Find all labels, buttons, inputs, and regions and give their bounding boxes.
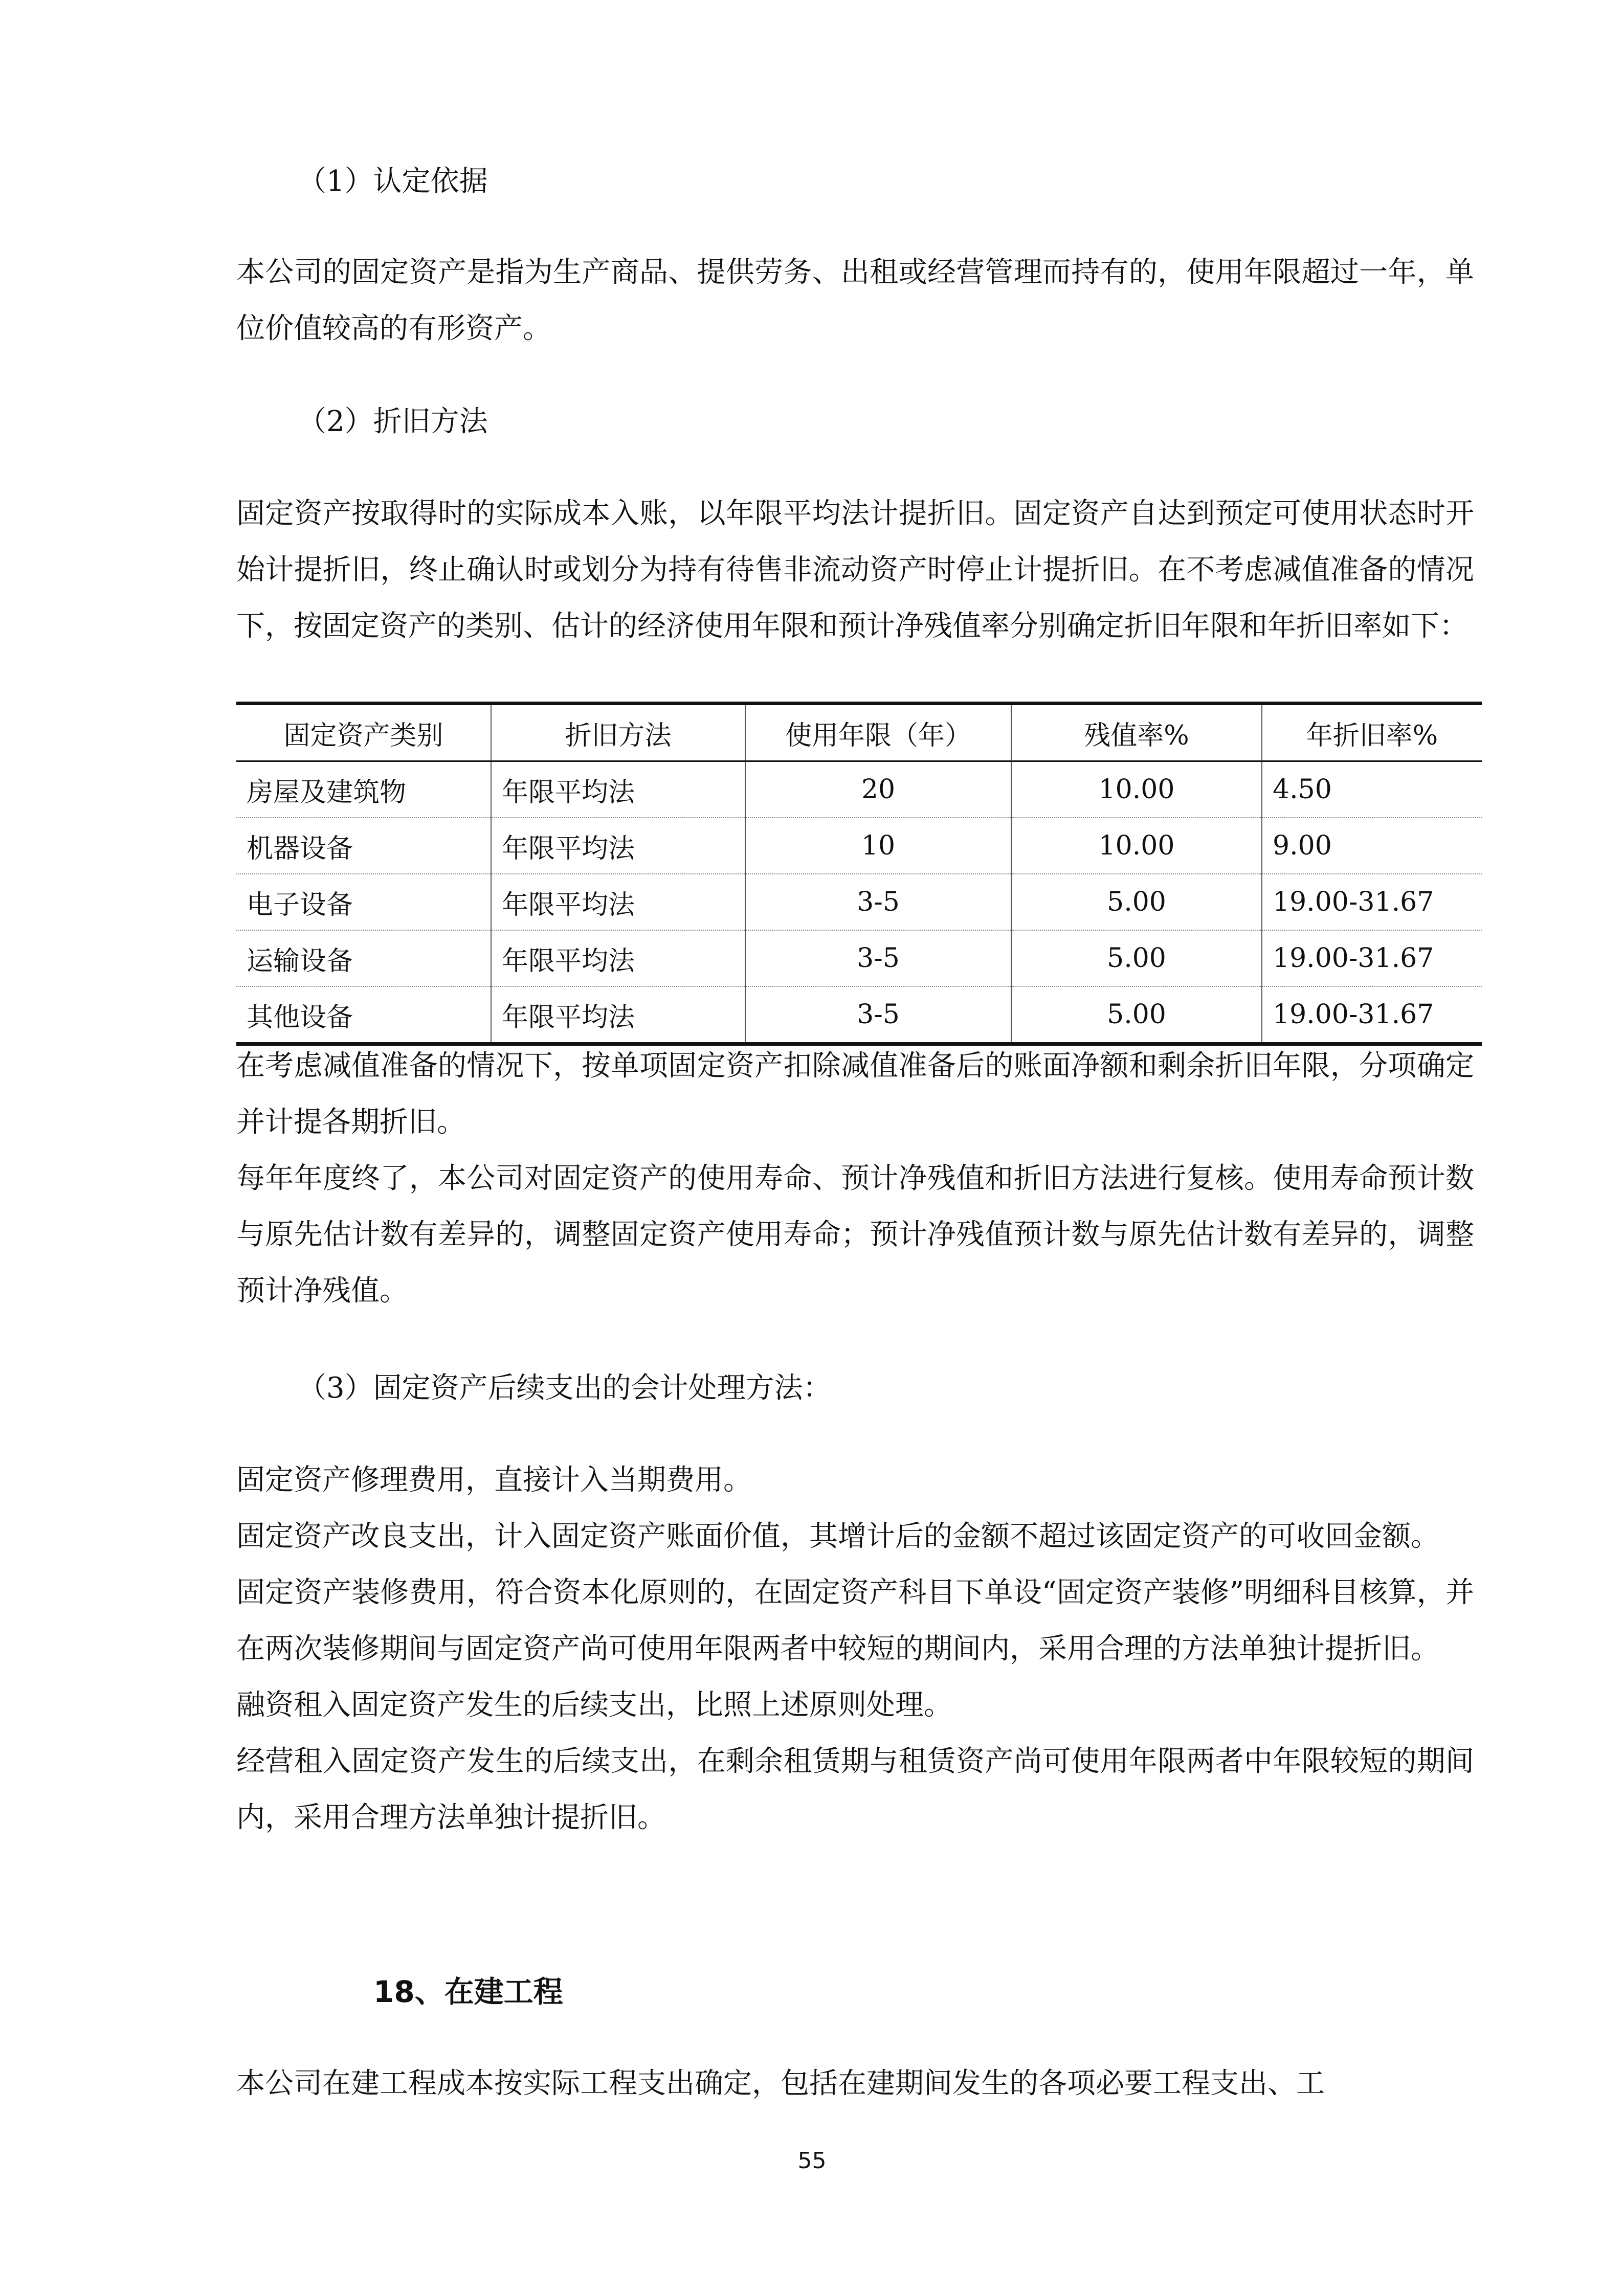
cell-method: 年限平均法 xyxy=(491,986,745,1044)
cell-method: 年限平均法 xyxy=(491,818,745,874)
table-row xyxy=(236,761,1482,818)
cell-residual-rate: 10.00 xyxy=(1011,761,1262,818)
header-category: 固定资产类别 xyxy=(236,704,491,761)
header-residual-rate: 残值率% xyxy=(1011,704,1262,761)
repair-text: 固定资产修理费用，直接计入当期费用。 xyxy=(236,1464,752,1497)
renovation-text: 固定资产装修费用，符合资本化原则的，在固定资产科目下单设“固定资产装修”明细科目核算，并在两次装修期间与固定资产尚可使用年限两者中较短的期间内，采用合理的方法单独计提折旧。 xyxy=(236,1576,1474,1665)
cell-useful-life: 10 xyxy=(745,818,1011,874)
header-useful-life: 使用年限（年） xyxy=(745,704,1011,761)
cell-useful-life: 3-5 xyxy=(745,874,1011,930)
cell-residual-rate: 10.00 xyxy=(1011,818,1262,874)
cell-residual-rate: 5.00 xyxy=(1011,986,1262,1044)
table-row xyxy=(236,986,1482,1044)
cell-useful-life: 20 xyxy=(745,761,1011,818)
improvement-text: 固定资产改良支出，计入固定资产账面价值，其增计后的金额不超过该固定资产的可收回金额。 xyxy=(236,1520,1439,1553)
cell-residual-rate: 5.00 xyxy=(1011,874,1262,930)
annual-review-text: 每年年度终了，本公司对固定资产的使用寿命、预计净残值和折旧方法进行复核。使用寿命预计数与原先估计数有差异的，调整固定资产使用寿命；预计净残值预计数与原先估计数有差异的，调整预计净残值。 xyxy=(236,1162,1474,1308)
subsequent-heading: （3）固定资产后续支出的会计处理方法： xyxy=(298,1371,832,1405)
cip-paragraph xyxy=(236,2056,1474,2112)
cip-text: 本公司在建工程成本按实际工程支出确定，包括在建期间发生的各项必要工程支出、工 xyxy=(236,2067,1325,2100)
basis-heading: （1）认定依据 xyxy=(298,165,488,198)
cell-category: 机器设备 xyxy=(236,818,491,874)
table-header-row xyxy=(236,704,1482,761)
cell-category: 房屋及建筑物 xyxy=(236,761,491,818)
page-number: 55 xyxy=(797,2148,827,2174)
operating-lease-text: 经营租入固定资产发生的后续支出，在剩余租赁期与租赁资产尚可使用年限两者中年限较短的期间内，采用合理方法单独计提折旧。 xyxy=(236,1745,1474,1834)
after-table-paragraphs xyxy=(236,1038,1474,1319)
cell-category: 运输设备 xyxy=(236,930,491,986)
cell-annual-rate: 19.00-31.67 xyxy=(1262,930,1482,986)
cell-category: 其他设备 xyxy=(236,986,491,1044)
cip-heading: 18、在建工程 xyxy=(373,1974,563,2009)
header-method: 折旧方法 xyxy=(491,704,745,761)
cell-method: 年限平均法 xyxy=(491,930,745,986)
cell-method: 年限平均法 xyxy=(491,761,745,818)
cell-annual-rate: 19.00-31.67 xyxy=(1262,874,1482,930)
method-paragraph xyxy=(236,486,1474,655)
impairment-text: 在考虑减值准备的情况下，按单项固定资产扣除减值准备后的账面净额和剩余折旧年限，分项确定并计提各期折旧。 xyxy=(236,1049,1474,1139)
cell-annual-rate: 19.00-31.67 xyxy=(1262,986,1482,1044)
table-row xyxy=(236,930,1482,986)
method-text: 固定资产按取得时的实际成本入账，以年限平均法计提折旧。固定资产自达到预定可使用状态时开始计提折旧，终止确认时或划分为持有待售非流动资产时停止计提折旧。在不考虑减值准备的情况下，按固定资产的类别、估计的经济使用年限和预计净残值率分别确定折旧年限和年折旧率如下： xyxy=(236,497,1474,643)
finance-lease-text: 融资租入固定资产发生的后续支出，比照上述原则处理。 xyxy=(236,1689,952,1722)
cell-category: 电子设备 xyxy=(236,874,491,930)
method-heading: （2）折旧方法 xyxy=(298,405,488,438)
table-row xyxy=(236,818,1482,874)
header-annual-rate: 年折旧率% xyxy=(1262,704,1482,761)
cell-annual-rate: 9.00 xyxy=(1262,818,1482,874)
cell-useful-life: 3-5 xyxy=(745,986,1011,1044)
basis-text: 本公司的固定资产是指为生产商品、提供劳务、出租或经营管理而持有的，使用年限超过一年，单位价值较高的有形资产。 xyxy=(236,256,1474,345)
cell-method: 年限平均法 xyxy=(491,874,745,930)
basis-paragraph xyxy=(236,244,1474,357)
table-row xyxy=(236,874,1482,930)
cell-annual-rate: 4.50 xyxy=(1262,761,1482,818)
cell-useful-life: 3-5 xyxy=(745,930,1011,986)
cell-residual-rate: 5.00 xyxy=(1011,930,1262,986)
depreciation-table xyxy=(236,702,1482,1046)
subsequent-paragraphs xyxy=(236,1452,1474,1846)
